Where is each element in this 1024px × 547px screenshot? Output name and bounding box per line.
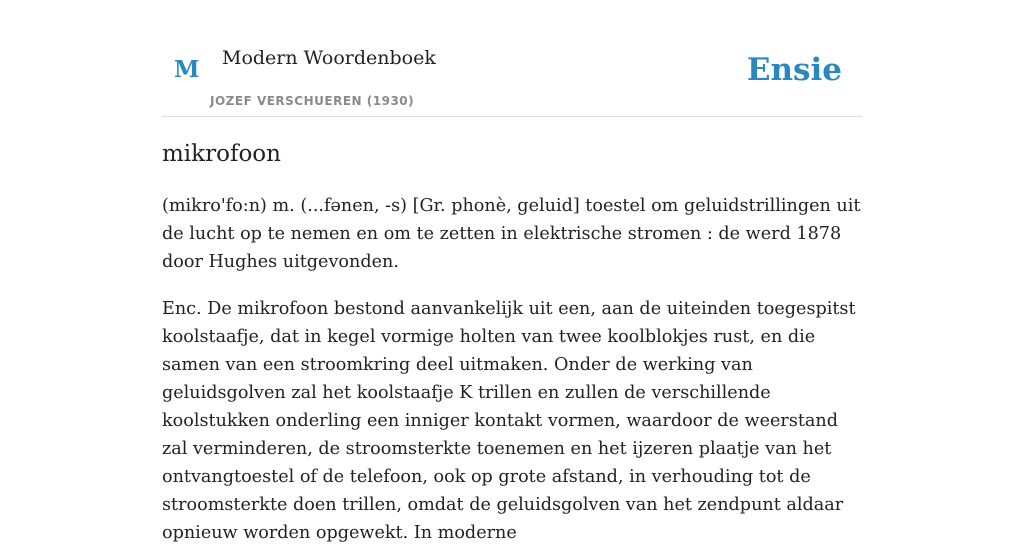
book-author: JOZEF VERSCHUEREN (1930): [210, 94, 415, 108]
dictionary-logo[interactable]: M: [174, 56, 200, 83]
encyclopedic-paragraph: Enc. De mikrofoon bestond aanvankelijk uit een, aan de uiteinden toegespitst koolstaafje, dat in kegel vormige holten van twee koolblokjes rust, en die samen van een stroomkring deel uitmaken. Onder de werking van geluidsgolven zal het koolstaafje K trillen en zullen de verschillende koolstukken onderling een inniger kontakt vormen, waardoor de weerstand zal verminderen, de stroomsterkte toenemen en het ijzeren plaatje van het ontvangtoestel of de telefoon, ook op grote afstand, in verhouding tot de stroomsterkte doen trillen, omdat de geluidsgolven van het zendpunt aldaar opnieuw worden opgewekt. In moderne: [162, 299, 856, 543]
brand-logo[interactable]: Ensie: [746, 52, 842, 88]
book-title[interactable]: Modern Woordenboek: [222, 47, 436, 69]
entry-title: mikrofoon: [162, 141, 281, 167]
definition-paragraph: (mikro'fo:n) m. (...fənen, -s) [Gr. phonè, geluid] toestel om geluidstrillingen uit de lucht op te nemen en om te zetten in elektrische stromen : de werd 1878 door Hughes uitgevonden.: [162, 196, 861, 272]
dictionary-header: [162, 0, 862, 117]
